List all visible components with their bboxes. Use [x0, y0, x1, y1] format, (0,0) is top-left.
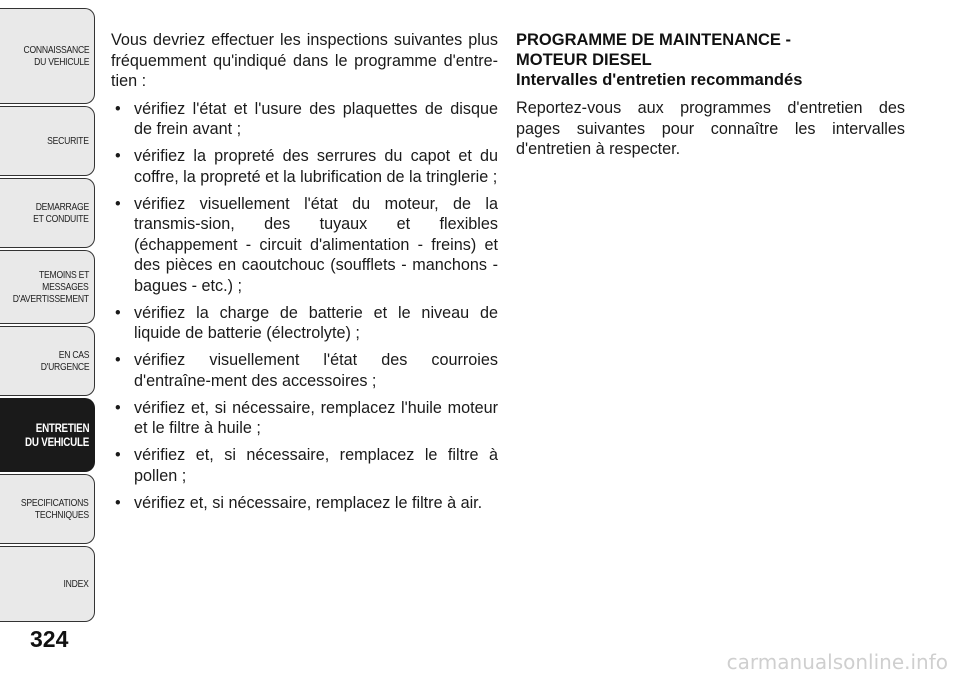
- list-item: • vérifiez la charge de batterie et le niveau de liquide de batterie (électrolyte) ;: [111, 303, 498, 344]
- section-subheading: Intervalles d'entretien recommandés: [516, 71, 803, 89]
- list-item: • vérifiez et, si nécessaire, remplacez l'huile moteur et le filtre à huile ;: [111, 398, 498, 439]
- tab-specifications-techniques[interactable]: [0, 474, 95, 544]
- tab-demarrage-et-conduite[interactable]: [0, 178, 95, 248]
- left-column: [111, 30, 498, 520]
- page-number: 324: [30, 626, 69, 652]
- tab-label-line: SPECIFICATIONS: [21, 497, 89, 509]
- tab-label-line: DU VEHICULE: [33, 56, 89, 68]
- chapter-sidebar: [0, 0, 100, 678]
- list-item: • vérifiez l'état et l'usure des plaquettes de disque de frein avant ;: [111, 99, 498, 140]
- tab-label-line: DU VEHICULE: [25, 435, 89, 449]
- tab-index[interactable]: [0, 546, 95, 622]
- tab-en-cas-d-urgence[interactable]: [0, 326, 95, 396]
- section-heading: [516, 30, 905, 70]
- tab-label-line: TECHNIQUES: [35, 509, 89, 521]
- intro-paragraph: Vous devriez effectuer les inspections suivantes plus fréquemment qu'indiqué dans le programme d'entre-tien :: [111, 31, 498, 90]
- list-item: • vérifiez visuellement l'état du moteur, de la transmis-sion, des tuyaux et flexibles (échappement - circuit d'alimentation - freins) et des pièces en caoutchouc (soufflets - manchons - bagues - etc.) ;: [111, 194, 498, 297]
- tab-temoins-et-messages[interactable]: [0, 250, 95, 324]
- tab-label-line: D'URGENCE: [40, 361, 89, 373]
- list-item: • vérifiez visuellement l'état des courroies d'entraîne-ment des accessoires ;: [111, 350, 498, 391]
- tab-label-line: ET CONDUITE: [33, 213, 89, 225]
- list-item: • vérifiez la propreté des serrures du capot et du coffre, la propreté et la lubrification de la tringlerie ;: [111, 146, 498, 187]
- list-item: • vérifiez et, si nécessaire, remplacez le filtre à pollen ;: [111, 445, 498, 486]
- right-column: [516, 30, 905, 167]
- tab-label-line: EN CAS: [58, 349, 89, 361]
- tab-label-line: TEMOINS ET: [38, 269, 89, 281]
- section-heading-line: PROGRAMME DE MAINTENANCE -: [516, 31, 791, 49]
- tab-label-line: D'AVERTISSEMENT: [12, 293, 89, 305]
- watermark: carmanualsonline.info: [726, 650, 948, 674]
- tab-securite[interactable]: [0, 106, 95, 176]
- list-item: • vérifiez et, si nécessaire, remplacez le filtre à air.: [111, 493, 498, 514]
- section-heading-line: MOTEUR DIESEL: [516, 51, 652, 69]
- inspection-list: [111, 99, 498, 514]
- tab-label-line: MESSAGES: [42, 281, 89, 293]
- tab-label-line: CONNAISSANCE: [23, 44, 89, 56]
- tab-entretien-du-vehicule[interactable]: [0, 398, 95, 472]
- tab-connaissance-du-vehicule[interactable]: [0, 8, 95, 104]
- tab-label-line: DEMARRAGE: [35, 201, 89, 213]
- tab-label-line: INDEX: [63, 578, 89, 590]
- tab-label-line: SECURITE: [47, 135, 89, 147]
- section-paragraph: Reportez-vous aux programmes d'entretien des pages suivantes pour connaître les intervalles d'entretien à respecter.: [516, 99, 905, 158]
- tab-label-line: ENTRETIEN: [35, 421, 89, 435]
